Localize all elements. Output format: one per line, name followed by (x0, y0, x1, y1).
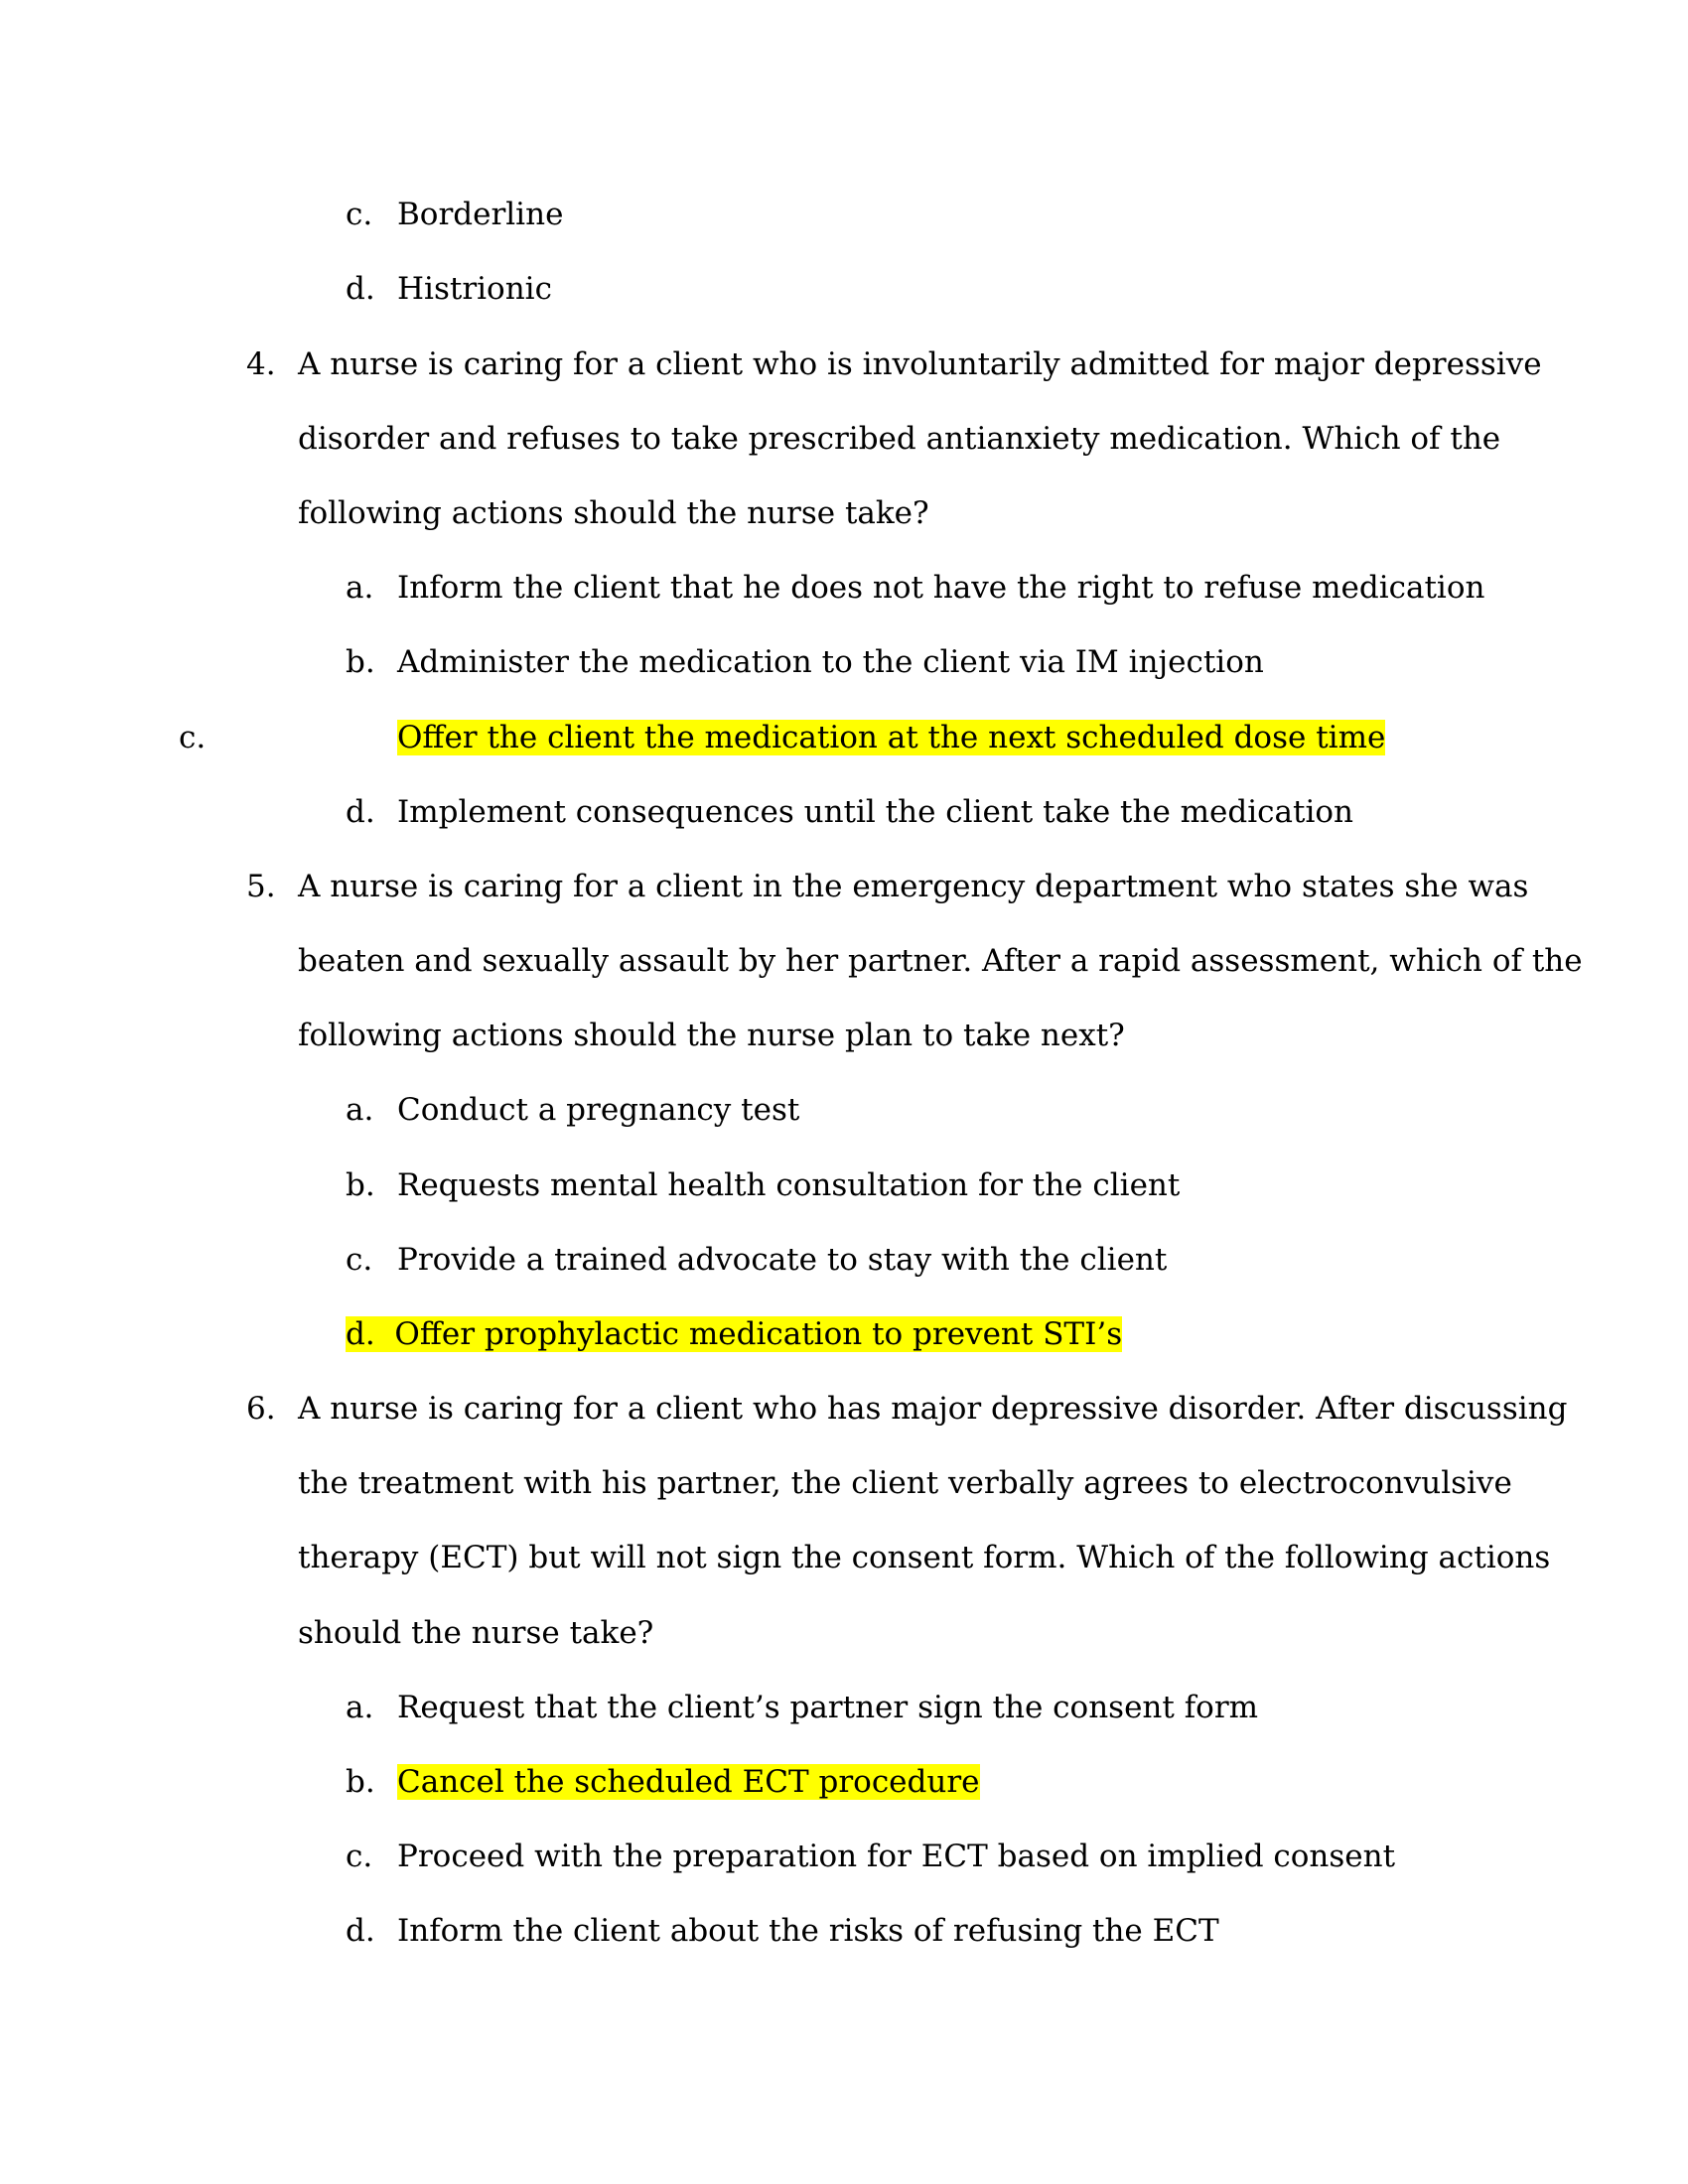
question-text-line: following actions should the nurse take? (298, 495, 929, 531)
option-text: Requests mental health consultation for the client (397, 1167, 1181, 1203)
question-text-line: A nurse is caring for a client in the emergency department who states she was (298, 869, 1529, 904)
option-letter: b. (346, 1764, 375, 1800)
question-text-line: beaten and sexually assault by her partner. After a rapid assessment, which of the (298, 943, 1583, 979)
option-letter: b. (346, 1167, 375, 1203)
option-letter: c. (346, 1242, 373, 1278)
option-highlighted-row (346, 1314, 1122, 1354)
question-number: 6. (246, 1391, 276, 1427)
option-letter: c. (346, 197, 373, 232)
option-text: Request that the client’s partner sign the consent form (397, 1690, 1259, 1725)
option-text: Inform the client that he does not have the right to refuse medication (397, 570, 1485, 606)
option-text: Administer the medication to the client via IM injection (397, 644, 1264, 680)
option-text: Provide a trained advocate to stay with the client (397, 1242, 1168, 1278)
option-text-highlighted (397, 718, 1385, 757)
option-text: Inform the client about the risks of refusing the ECT (397, 1913, 1219, 1949)
question-text-line: should the nurse take? (298, 1615, 654, 1651)
option-text: Proceed with the preparation for ECT based on implied consent (397, 1839, 1396, 1874)
option-letter: d. (346, 1913, 375, 1949)
option-letter: b. (346, 644, 375, 680)
option-letter: a. (346, 570, 374, 606)
question-number: 4. (246, 346, 276, 382)
question-text-line: A nurse is caring for a client who has major depressive disorder. After discussing (298, 1391, 1568, 1427)
option-text-highlighted (397, 1762, 980, 1802)
answer-highlight: Offer the client the medication at the next scheduled dose time (397, 720, 1386, 755)
option-text: Borderline (397, 197, 564, 232)
option-letter-misplaced: c. (179, 720, 207, 755)
option-letter: a. (346, 1690, 374, 1725)
option-letter: d. (346, 1316, 375, 1352)
option-letter: c. (346, 1839, 373, 1874)
question-text-line: the treatment with his partner, the client verbally agrees to electroconvulsive (298, 1465, 1512, 1501)
option-letter: d. (346, 271, 375, 307)
option-letter: d. (346, 794, 375, 830)
option-text: Conduct a pregnancy test (397, 1092, 800, 1128)
question-text-line: therapy (ECT) but will not sign the consent form. Which of the following actions (298, 1540, 1551, 1575)
option-text: Implement consequences until the client take the medication (397, 794, 1353, 830)
option-letter: a. (346, 1092, 374, 1128)
question-number: 5. (246, 869, 276, 904)
question-text-line: disorder and refuses to take prescribed antianxiety medication. Which of the (298, 421, 1501, 457)
question-text-line: following actions should the nurse plan to take next? (298, 1018, 1125, 1053)
question-text-line: A nurse is caring for a client who is involuntarily admitted for major depressive (298, 346, 1542, 382)
option-text: Offer prophylactic medication to prevent STI’s (394, 1316, 1123, 1352)
answer-highlight (346, 1316, 1122, 1352)
answer-highlight: Cancel the scheduled ECT procedure (397, 1764, 980, 1800)
option-text: Histrionic (397, 271, 552, 307)
